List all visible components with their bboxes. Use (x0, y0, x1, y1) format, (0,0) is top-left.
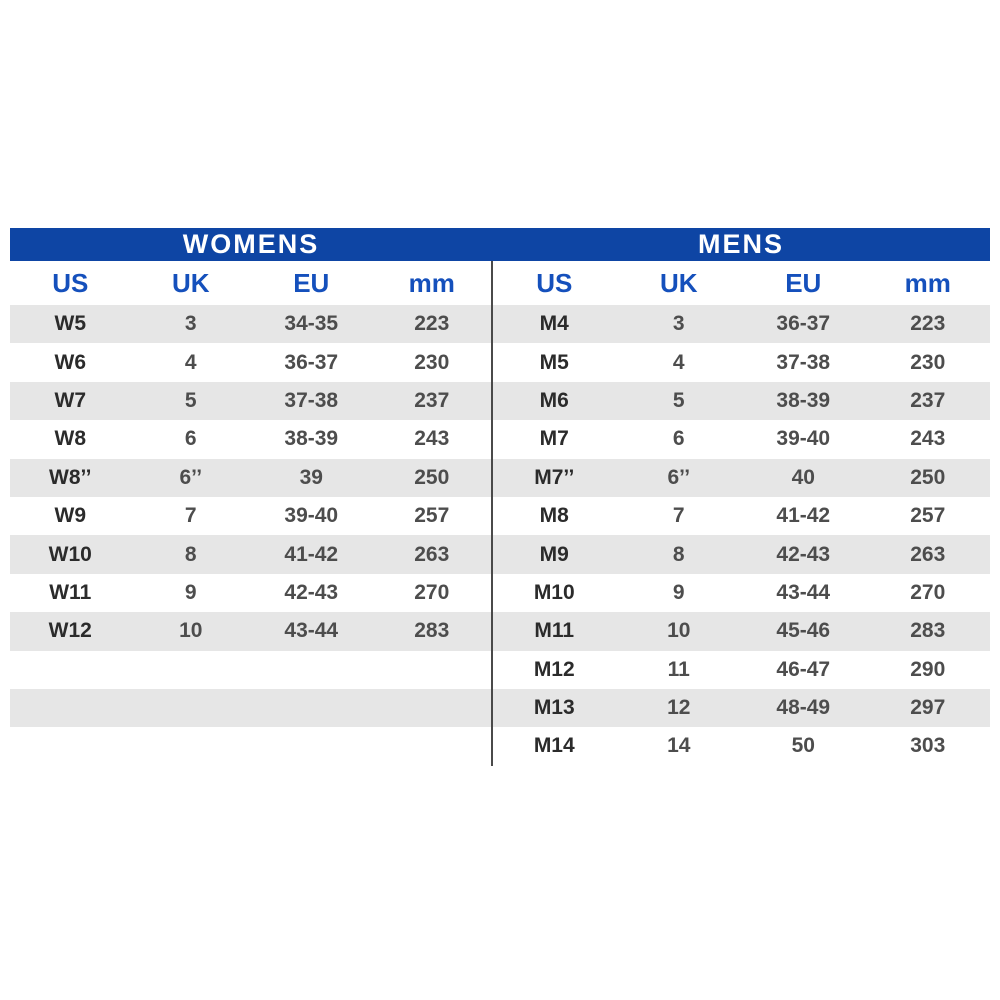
womens-column-header-uk: UK (171, 267, 210, 298)
cell-mm: 290 (910, 657, 946, 681)
cell-mm: 263 (910, 542, 946, 566)
cell-uk: 7 (184, 504, 197, 528)
cell-us: M12 (533, 657, 575, 681)
mens-column-header-eu: EU (785, 267, 822, 298)
mens-row-cells (492, 658, 990, 682)
cell-us: M7’’ (534, 465, 575, 489)
cell-us: M8 (539, 504, 569, 528)
cell-eu: 36-37 (284, 350, 339, 374)
cell-us: M4 (539, 312, 569, 336)
mens-section-title: MENS (697, 229, 784, 259)
table-row (10, 535, 990, 573)
cell-us: W10 (48, 542, 92, 566)
womens-row-cells (10, 466, 492, 490)
cell-uk: 3 (672, 312, 685, 336)
womens-section-title: WOMENS (182, 229, 320, 259)
cell-us: M10 (533, 580, 575, 604)
cell-mm: 303 (910, 734, 946, 758)
cell-eu: 37-38 (284, 388, 339, 412)
cell-eu: 43-44 (776, 580, 831, 604)
cell-eu: 39-40 (776, 427, 831, 451)
cell-mm: 257 (414, 504, 450, 528)
mens-row-cells (492, 581, 990, 605)
cell-eu: 41-42 (776, 504, 831, 528)
womens-column-header-us: US (52, 267, 89, 298)
mens-row-cells (492, 696, 990, 720)
table-row (10, 689, 990, 727)
cell-us: M11 (534, 619, 575, 643)
mens-column-header-us: US (536, 267, 573, 298)
cell-uk: 9 (672, 580, 685, 604)
cell-us: W11 (49, 580, 92, 604)
cell-eu: 39 (299, 465, 323, 489)
mens-row-cells (492, 466, 990, 490)
cell-uk: 10 (179, 619, 203, 643)
table-row (10, 497, 990, 535)
cell-mm: 270 (414, 580, 450, 604)
cell-uk: 6’’ (179, 465, 203, 489)
cell-mm: 263 (414, 542, 450, 566)
mens-row-cells (492, 619, 990, 643)
womens-column-header-eu: EU (293, 267, 330, 298)
mens-column-header-uk: UK (659, 267, 698, 298)
cell-us: M6 (539, 388, 569, 412)
cell-mm: 237 (414, 388, 450, 412)
table-body (10, 305, 990, 766)
cell-mm: 230 (414, 350, 450, 374)
cell-uk: 5 (184, 388, 197, 412)
cell-uk: 4 (184, 350, 197, 374)
cell-eu: 48-49 (776, 696, 831, 720)
mens-row-cells (492, 427, 990, 451)
cell-mm: 297 (910, 696, 946, 720)
cell-us: M5 (539, 350, 569, 374)
cell-eu: 43-44 (284, 619, 339, 643)
cell-mm: 243 (414, 427, 450, 451)
cell-uk: 8 (672, 542, 685, 566)
womens-row-cells (10, 389, 492, 413)
cell-mm: 283 (414, 619, 450, 643)
table-row (10, 459, 990, 497)
table-row (10, 612, 990, 650)
cell-eu: 36-37 (776, 312, 831, 336)
cell-eu: 50 (791, 734, 815, 758)
womens-row-cells (10, 312, 492, 336)
cell-uk: 4 (672, 350, 685, 374)
cell-us: M14 (533, 734, 575, 758)
cell-eu: 37-38 (776, 350, 831, 374)
mens-row-cells (492, 734, 990, 758)
cell-us: W12 (48, 619, 92, 643)
cell-uk: 7 (672, 504, 685, 528)
cell-eu: 34-35 (284, 312, 339, 336)
size-chart (10, 228, 990, 766)
cell-mm: 250 (414, 465, 450, 489)
cell-us: W9 (54, 504, 86, 528)
womens-row-cells (10, 351, 492, 375)
cell-uk: 6 (672, 427, 685, 451)
column-header-row (10, 261, 990, 305)
cell-uk: 11 (667, 657, 690, 681)
cell-mm: 250 (910, 465, 946, 489)
cell-eu: 39-40 (284, 504, 339, 528)
cell-mm: 283 (910, 619, 946, 643)
cell-eu: 46-47 (776, 657, 831, 681)
cell-mm: 270 (910, 580, 946, 604)
cell-eu: 41-42 (284, 542, 339, 566)
cell-eu: 45-46 (776, 619, 831, 643)
cell-uk: 9 (184, 580, 197, 604)
table-row (10, 305, 990, 343)
cell-mm: 237 (910, 388, 946, 412)
womens-row-cells (10, 581, 492, 605)
cell-mm: 257 (910, 504, 946, 528)
cell-us: W5 (54, 312, 86, 336)
cell-us: W6 (54, 350, 86, 374)
womens-column-header-mm: mm (408, 267, 455, 298)
mens-row-cells (492, 504, 990, 528)
cell-eu: 38-39 (284, 427, 339, 451)
table-row (10, 574, 990, 612)
cell-mm: 223 (414, 312, 450, 336)
cell-eu: 38-39 (776, 388, 831, 412)
cell-uk: 5 (672, 388, 685, 412)
cell-us: M9 (539, 542, 569, 566)
womens-column-headers (10, 268, 492, 299)
cell-eu: 42-43 (284, 580, 339, 604)
cell-us: W8’’ (49, 465, 92, 489)
mens-column-header-mm: mm (904, 267, 951, 298)
womens-row-cells (10, 619, 492, 643)
table-row (10, 420, 990, 458)
cell-uk: 12 (667, 696, 691, 720)
cell-us: W8 (54, 427, 86, 451)
cell-us: M7 (539, 427, 569, 451)
table-row (10, 343, 990, 381)
cell-uk: 14 (667, 734, 691, 758)
mens-row-cells (492, 389, 990, 413)
cell-uk: 6’’ (667, 465, 691, 489)
cell-us: W7 (54, 388, 86, 412)
cell-eu: 40 (791, 465, 815, 489)
mens-row-cells (492, 543, 990, 567)
table-row (10, 727, 990, 765)
table-row (10, 382, 990, 420)
cell-eu: 42-43 (776, 542, 831, 566)
womens-row-cells (10, 504, 492, 528)
table-row (10, 651, 990, 689)
section-divider (491, 261, 493, 766)
cell-uk: 3 (184, 312, 197, 336)
cell-uk: 6 (184, 427, 197, 451)
mens-row-cells (492, 351, 990, 375)
cell-mm: 243 (910, 427, 946, 451)
mens-column-headers (492, 268, 990, 299)
chart-header-banner (10, 228, 990, 261)
womens-row-cells (10, 543, 492, 567)
cell-uk: 10 (667, 619, 691, 643)
mens-row-cells (492, 312, 990, 336)
cell-us: M13 (533, 696, 575, 720)
cell-mm: 230 (910, 350, 946, 374)
cell-uk: 8 (184, 542, 197, 566)
womens-row-cells (10, 427, 492, 451)
cell-mm: 223 (910, 312, 946, 336)
